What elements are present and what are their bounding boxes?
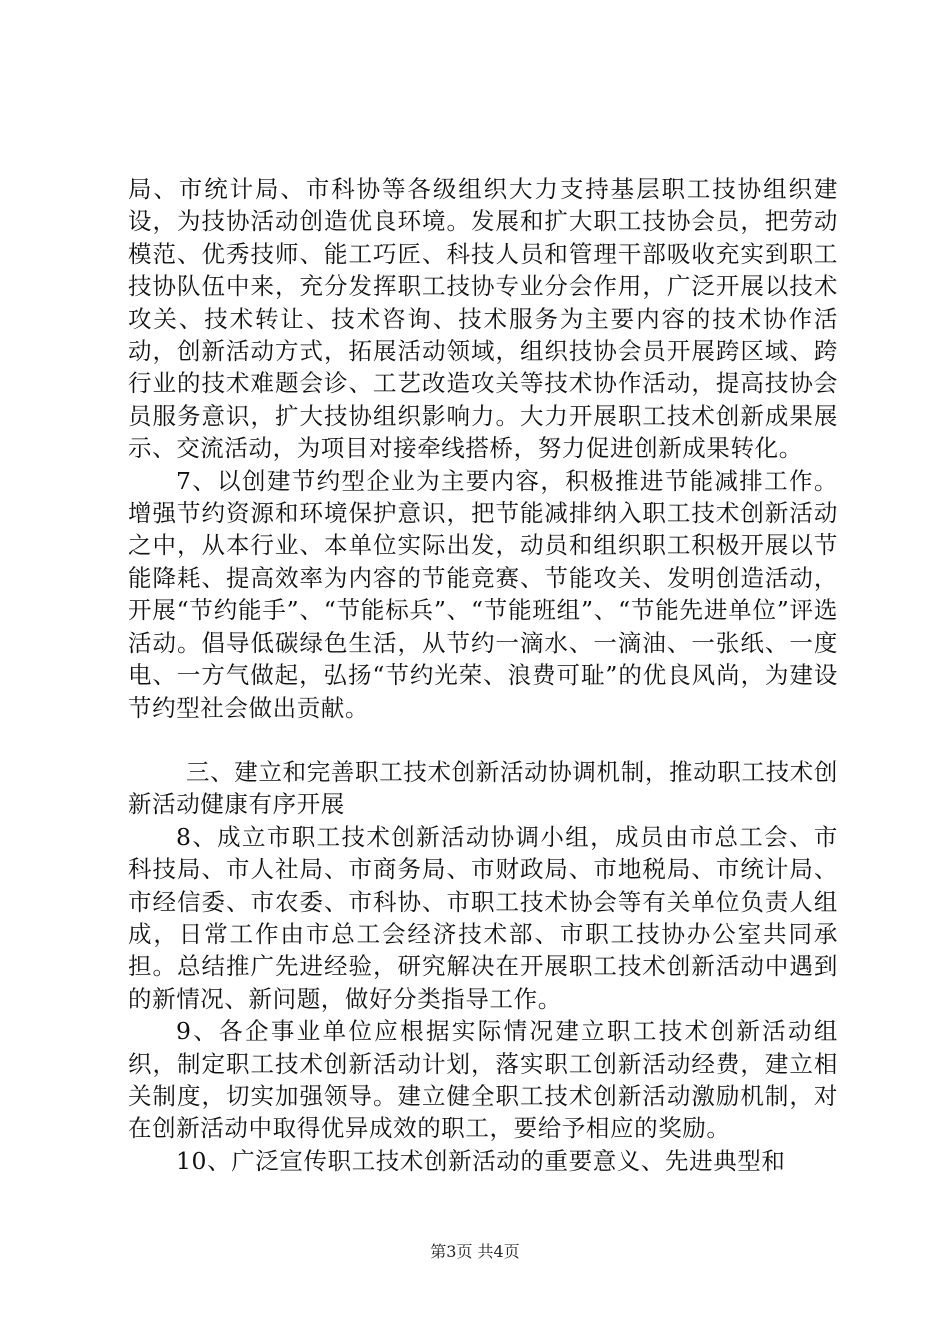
- paragraph-item-7: 7、以创建节约型企业为主要内容，积极推进节能减排工作。增强节约资源和环境保护意识，把节能减排纳入职工技术创新活动之中，从本行业、本单位实际出发，动员和组织职工积极开展以节能降耗、提高效率为内容的节能竞赛、节能攻关、发明创造活动，开展“节约能手”、“节能标兵”、“节能班组”、“节能先进单位”评选活动。倡导低碳绿色生活，从节约一滴水、一滴油、一张纸、一度电、一方气做起，弘扬“节约光荣、浪费可耻”的优良风尚，为建设节约型社会做出贡献。: [128, 466, 838, 722]
- paragraph-item-9: 9、各企事业单位应根据实际情况建立职工技术创新活动组织，制定职工技术创新活动计划，落实职工创新活动经费，建立相关制度，切实加强领导。建立健全职工技术创新活动激励机制，对在创新活动中取得优异成效的职工，要给予相应的奖励。: [128, 1017, 838, 1143]
- page-number-footer: 第3页 共4页: [430, 1242, 520, 1261]
- section-heading: 三、建立和完善职工技术创新活动协调机制，推动职工技术创新活动健康有序开展: [128, 757, 838, 819]
- paragraph-spacer: [128, 724, 838, 756]
- paragraph-item-8: 8、成立市职工技术创新活动协调小组，成员由市总工会、市科技局、市人社局、市商务局、市财政局、市地税局、市统计局、市经信委、市农委、市科协、市职工技术协会等有关单位负责人组成，日常工作由市总工会经济技术部、市职工技协办公室共同承担。总结推广先进经验，研究解决在开展职工技术创新活动中遇到的新情况、新问题，做好分类指导工作。: [128, 822, 838, 1013]
- paragraph-continuation: 局、市统计局、市科协等各级组织大力支持基层职工技协组织建设，为技协活动创造优良环境。发展和扩大职工技协会员，把劳动模范、优秀技师、能工巧匠、科技人员和管理干部吸收充实到职工技协队伍中来，充分发挥职工技协专业分会作用，广泛开展以技术攻关、技术转让、技术咨询、技术服务为主要内容的技术协作活动，创新活动方式，拓展活动领域，组织技协会员开展跨区域、跨行业的技术难题会诊、工艺改造攻关等技术协作活动，提高技协会员服务意识，扩大技协组织影响力。大力开展职工技术创新成果展示、交流活动，为项目对接牵线搭桥，努力促进创新成果转化。: [128, 175, 838, 463]
- paragraph-item-10: 10、广泛宣传职工技术创新活动的重要意义、先进典型和: [176, 1146, 786, 1175]
- document-body: [128, 173, 838, 1177]
